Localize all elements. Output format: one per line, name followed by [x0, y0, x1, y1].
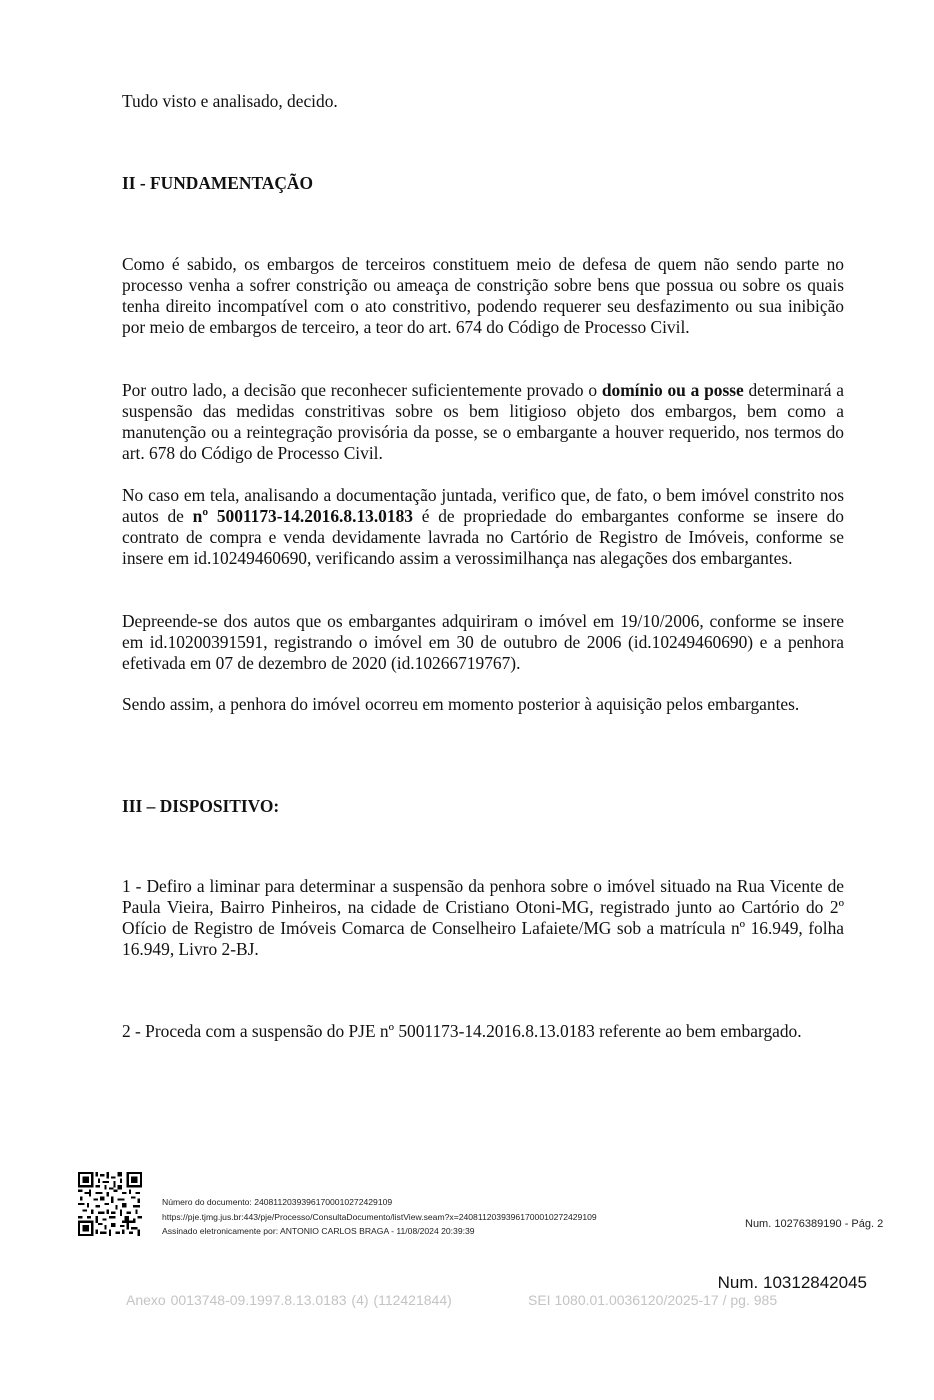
paragraph-caso [122, 485, 844, 569]
paragraph-datas: Depreende-se dos autos que os embargantes adquiriram o imóvel em 19/10/2006, conforme se insere em id.10200391591, registrando o imóvel em 30 de outubro de 2006 (id.10249460690) e a penhora efetivada em 07 de dezembro de 2020 (id.10266719767). [122, 611, 844, 673]
paragraph-posse [122, 380, 844, 464]
footer-document-number: Número do documento: 24081120393961700010272429109 [162, 1197, 393, 1207]
paragraph-posse-bold: domínio ou a posse [601, 380, 744, 400]
dispositivo-item-1: 1 - Defiro a liminar para determinar a suspensão da penhora sobre o imóvel situado na Rua Vicente de Paula Vieira, Bairro Pinheiros, na cidade de Cristiano Otoni-MG, registrado junto ao Cartório do 2º Ofício de Registro de Imóveis Comarca de Conselheiro Lafaiete/MG sob a matrícula nº 16.949, folha 16.949, Livro 2-BJ. [122, 876, 844, 959]
heading-dispositivo: III – DISPOSITIVO: [122, 796, 280, 816]
intro-paragraph: Tudo visto e analisado, decido. [122, 91, 338, 111]
stamp-annex: Anexo 0013748-09.1997.8.13.0183 (4) (112421844) [126, 1292, 452, 1308]
paragraph-caso-text-a: No caso em tela, analisando a documentação juntada, verifico que, de fato, o bem imóvel constrito nos autos de [122, 485, 844, 526]
footer-document-url[interactable]: https://pje.tjmg.jus.br:443/pje/Processo/ConsultaDocumento/listView.seam?x=24081120393961700010272429109 [162, 1212, 597, 1222]
paragraph-posse-text-b: determinará a suspensão das medidas constritivas sobre os bem litigioso objeto dos embargos, bem como a manutenção ou a reintegração provisória da posse, se o embargante a houver requerido, nos termos do art. 678 do Código de Processo Civil. [122, 380, 844, 463]
dispositivo-item-2: 2 - Proceda com a suspensão do PJE nº 5001173-14.2016.8.13.0183 referente ao bem embargado. [122, 1021, 802, 1041]
heading-fundamentacao: II - FUNDAMENTAÇÃO [122, 173, 313, 193]
qr-code-icon [78, 1172, 142, 1236]
footer-signature: Assinado eletronicamente por: ANTONIO CARLOS BRAGA - 11/08/2024 20:39:39 [162, 1226, 475, 1236]
stamp-sei: SEI 1080.01.0036120/2025-17 / pg. 985 [528, 1292, 778, 1308]
paragraph-caso-text-b: é de propriedade do embargantes conforme se insere do contrato de compra e venda devidamente lavrada no Cartório de Registro de Imóveis, conforme se insere em id.10249460690, verificando assim a verossimilhança nas alegações dos embargantes. [122, 506, 844, 568]
footer-num-page: Num. 10276389190 - Pág. 2 [745, 1218, 884, 1230]
stamp-num: Num. 10312842045 [717, 1273, 867, 1292]
paragraph-posse-text-a: Por outro lado, a decisão que reconhecer suficientemente provado o [122, 380, 602, 400]
paragraph-conclusao: Sendo assim, a penhora do imóvel ocorreu em momento posterior à aquisição pelos embargantes. [122, 694, 800, 714]
paragraph-caso-bold: nº 5001173-14.2016.8.13.0183 [192, 506, 413, 526]
paragraph-embargos: Como é sabido, os embargos de terceiros constituem meio de defesa de quem não sendo parte no processo venha a sofrer constrição ou ameaça de constrição sobre bens que possua ou sobre os quais tenha direito incompatível com o ato constritivo, podendo requerer seu desfazimento ou sua inibição por meio de embargos de terceiro, a teor do art. 674 do Código de Processo Civil. [122, 254, 844, 337]
